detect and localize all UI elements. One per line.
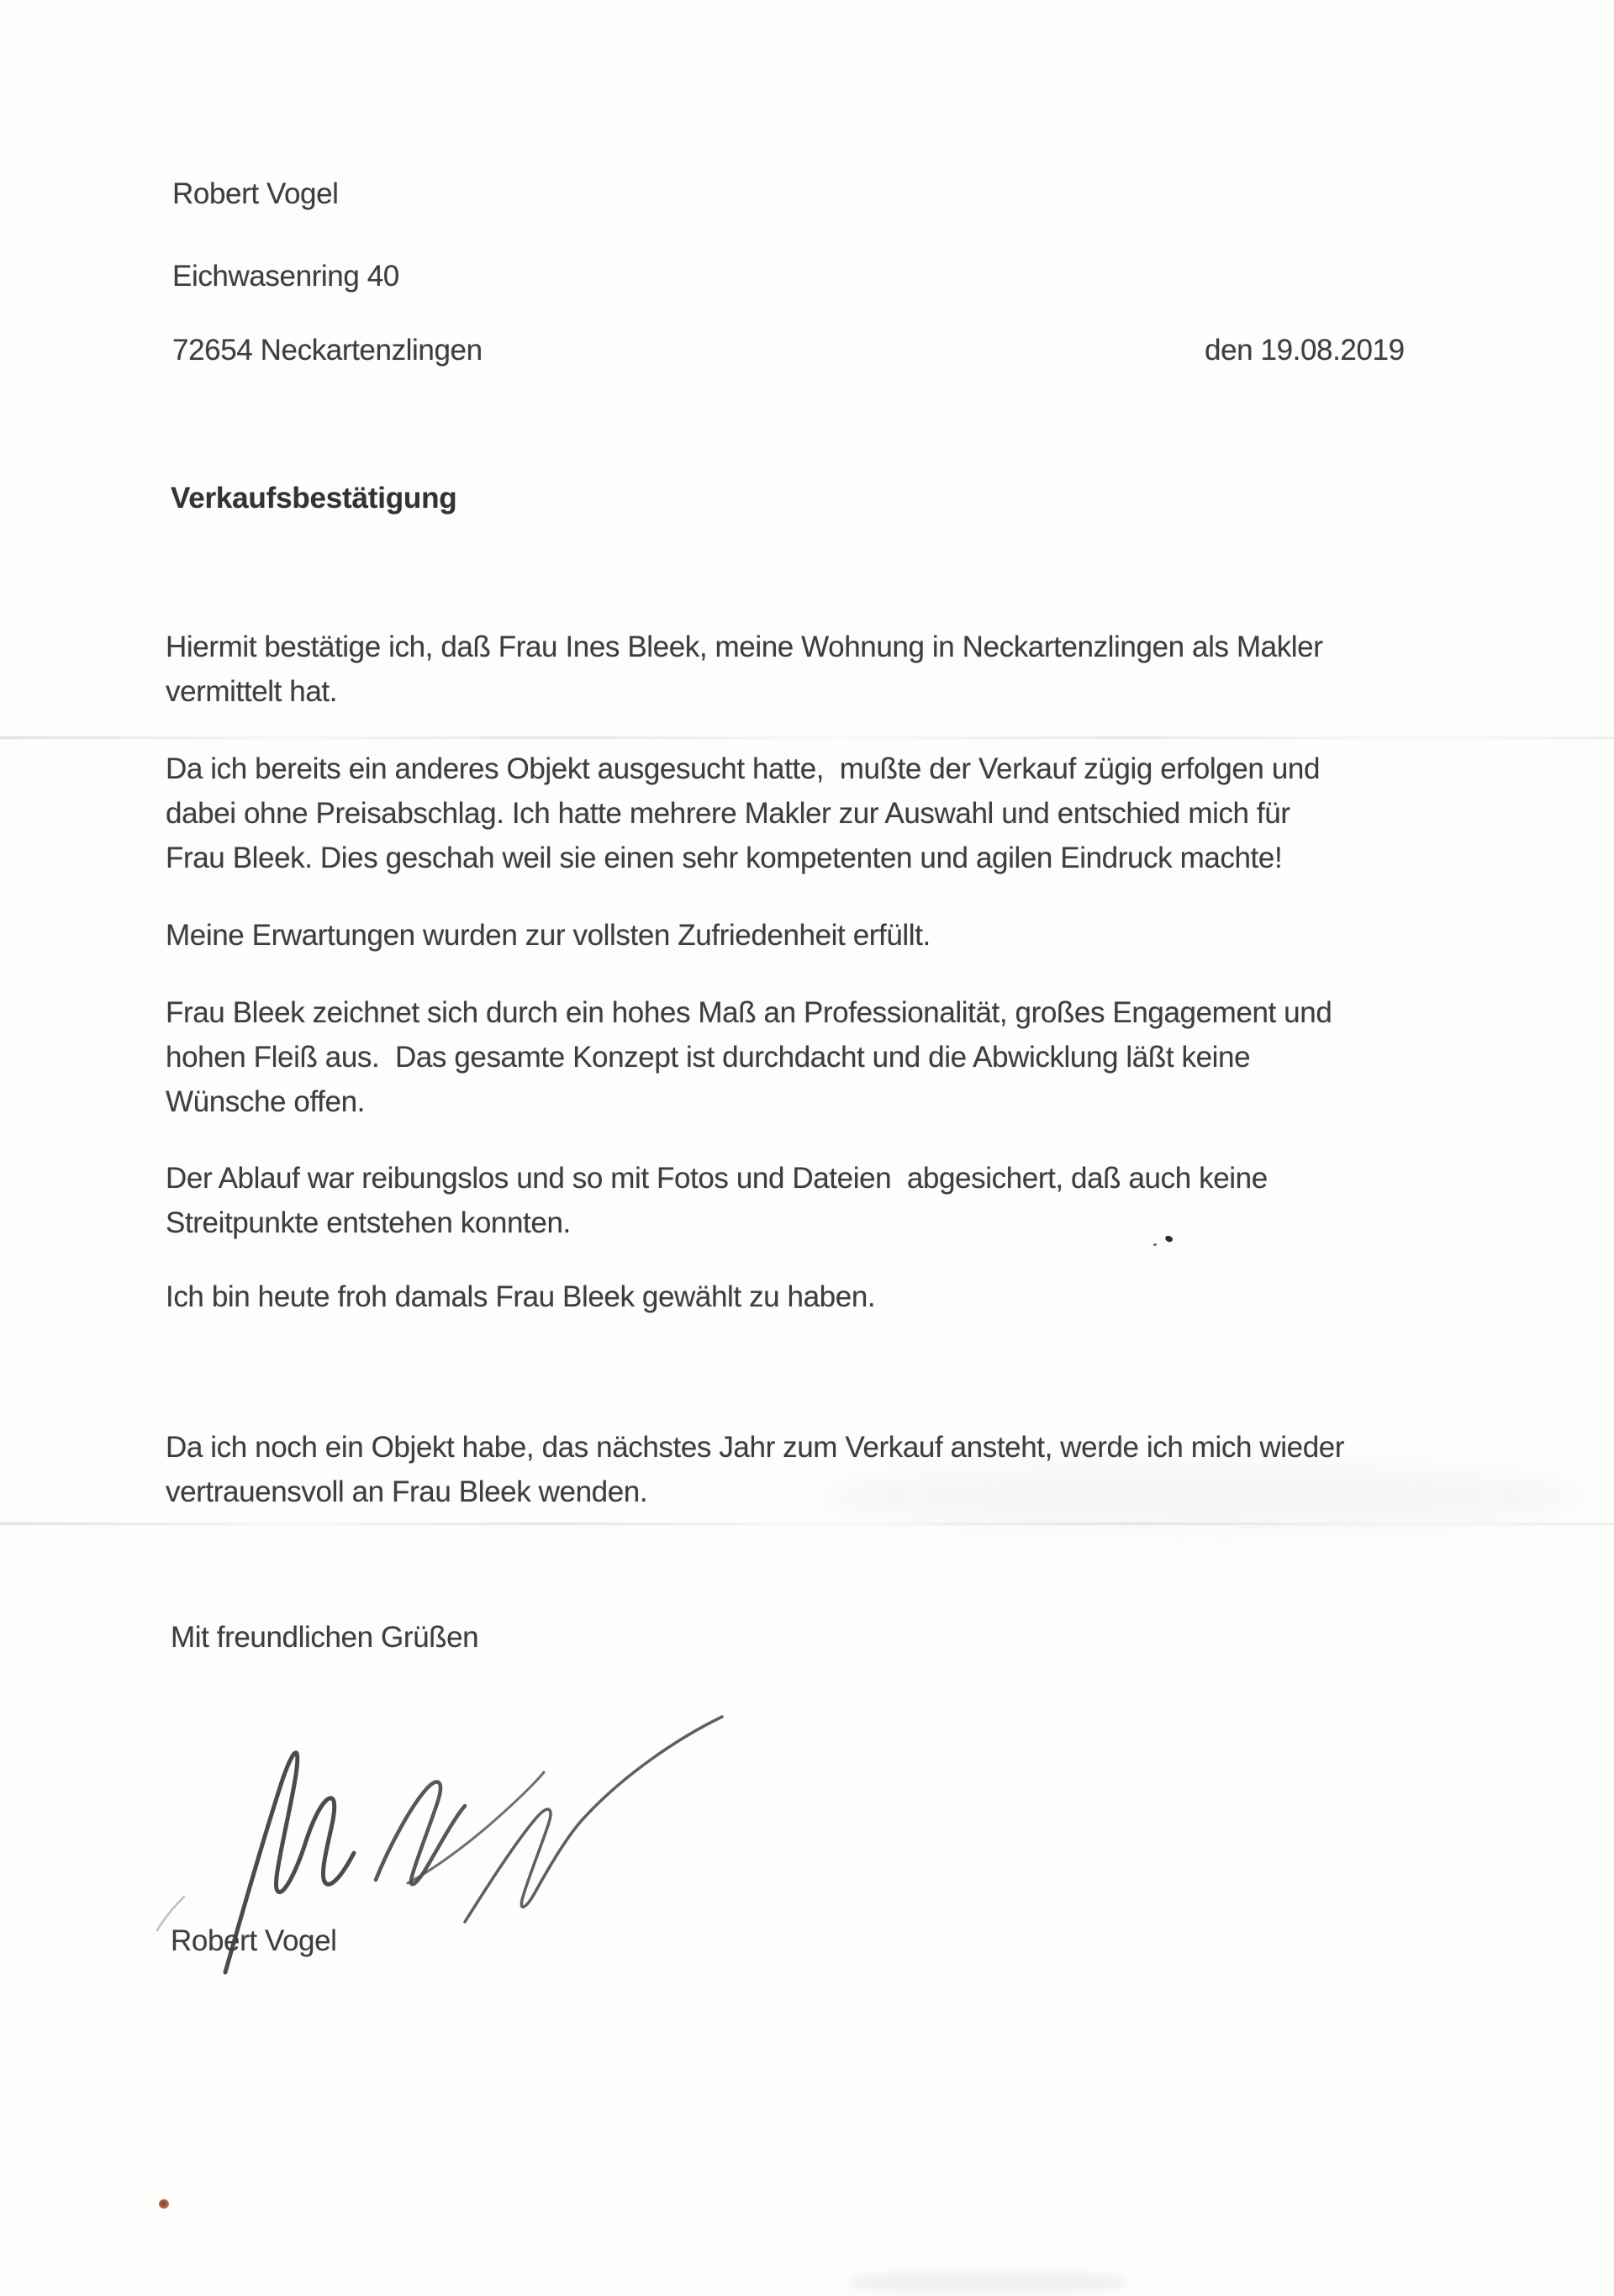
paragraph-line: vermittelt hat. <box>166 675 338 708</box>
paragraph-line: Streitpunkte entstehen konnten. <box>166 1206 571 1239</box>
paragraph-1 <box>166 625 1323 714</box>
ink-speck <box>1153 1243 1157 1246</box>
sender-name: Robert Vogel <box>172 177 339 210</box>
scan-smudge <box>849 2272 1126 2293</box>
paragraph-line: Meine Erwartungen wurden zur vollsten Zufriedenheit erfüllt. <box>166 919 931 952</box>
fold-crease <box>0 1523 1614 1525</box>
paragraph-5 <box>166 1156 1268 1245</box>
red-ink-speck <box>159 2199 169 2209</box>
paragraph-line: Ich bin heute froh damals Frau Bleek gewählt zu haben. <box>166 1280 876 1313</box>
paragraph-line: Frau Bleek. Dies geschah weil sie einen sehr kompetenten und agilen Eindruck machte! <box>166 842 1283 874</box>
paragraph-line: hohen Fleiß aus. Das gesamte Konzept ist durchdacht und die Abwicklung läßt keine <box>166 1041 1251 1074</box>
paragraph-line: vertrauensvoll an Frau Bleek wenden. <box>166 1475 648 1508</box>
scan-shading <box>824 1463 1580 1530</box>
paragraph-2 <box>166 747 1320 880</box>
paragraph-4 <box>166 990 1332 1124</box>
paragraph-line: Da ich bereits ein anderes Objekt ausgesucht hatte, mußte der Verkauf zügig erfolgen und <box>166 752 1321 785</box>
paragraph-line: Wünsche offen. <box>166 1085 365 1118</box>
paragraph-6 <box>166 1275 875 1319</box>
paragraph-line: Da ich noch ein Objekt habe, das nächstes Jahr zum Verkauf ansteht, werde ich mich wieder <box>166 1431 1345 1464</box>
sender-street: Eichwasenring 40 <box>172 260 399 293</box>
paragraph-3 <box>166 913 931 958</box>
fold-crease <box>0 736 1614 739</box>
paragraph-line: Der Ablauf war reibungslos und so mit Fotos und Dateien abgesichert, daß auch keine <box>166 1162 1268 1195</box>
paragraph-line: Hiermit bestätige ich, daß Frau Ines Bleek, meine Wohnung in Neckartenzlingen als Makler <box>166 631 1323 663</box>
subject-line: Verkaufsbestätigung <box>171 482 457 515</box>
letter-date: den 19.08.2019 <box>1205 334 1405 367</box>
paragraph-line: dabei ohne Preisabschlag. Ich hatte mehrere Makler zur Auswahl und entschied mich für <box>166 797 1290 830</box>
closing-salutation: Mit freundlichen Grüßen <box>171 1621 479 1654</box>
paragraph-line: Frau Bleek zeichnet sich durch ein hohes Maß an Professionalität, großes Engagement und <box>166 996 1332 1029</box>
sender-city: 72654 Neckartenzlingen <box>172 334 483 367</box>
signature-name: Robert Vogel <box>171 1924 337 1957</box>
